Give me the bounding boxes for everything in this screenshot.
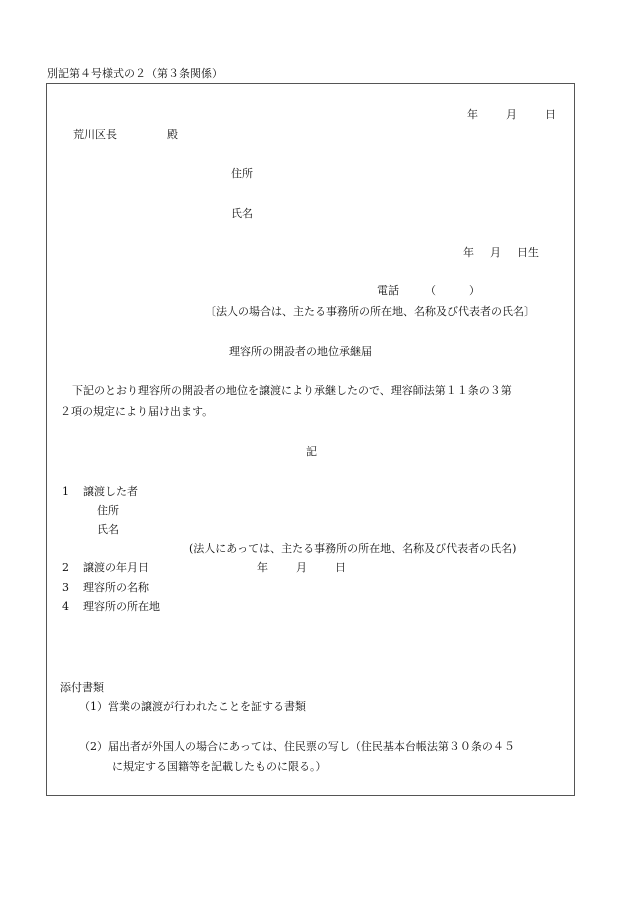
- addressee-honorific: 殿: [167, 128, 178, 141]
- item-1-label: 譲渡した者: [83, 485, 138, 498]
- date-month: 月: [506, 108, 517, 121]
- phone-label: 電話: [377, 284, 399, 297]
- date-year: 年: [467, 108, 478, 121]
- item-2-year: 年: [257, 561, 268, 574]
- item-2: [62, 562, 149, 573]
- item-2-label: 譲渡の年月日: [83, 561, 149, 574]
- form-frame: [46, 83, 575, 796]
- item-1-name: 氏名: [97, 523, 119, 536]
- item-3: [62, 582, 149, 593]
- item-1-number: 1: [62, 485, 69, 498]
- attachment-1-number: （1）: [79, 700, 108, 713]
- body-line-2: ２項の規定により届け出ます。: [60, 405, 214, 418]
- body-line-1: 下記のとおり理容所の開設者の地位を譲渡により承継したので、理容師法第１１条の３第: [72, 384, 512, 397]
- attachment-1: [79, 701, 306, 712]
- item-3-number: 3: [62, 581, 69, 594]
- attachment-2-number: （2）: [79, 740, 108, 753]
- item-2-day: 日: [335, 561, 346, 574]
- date-day: 日: [545, 108, 556, 121]
- item-2-date: [257, 562, 346, 573]
- item-4-label: 理容所の所在地: [83, 600, 160, 613]
- applicant-address-label: 住所: [231, 167, 253, 180]
- item-1-address: 住所: [97, 504, 119, 517]
- attachment-2-line-1: 届出者が外国人の場合にあっては、住民票の写し（住民基本台帳法第３０条の４５: [108, 740, 515, 753]
- birth-date-line: [463, 247, 539, 258]
- form-label: 別記第４号様式の２（第３条関係）: [47, 67, 223, 80]
- addressee: [73, 129, 178, 140]
- item-4: [62, 601, 160, 612]
- applicant-name-label: 氏名: [231, 207, 253, 220]
- document-title: 理容所の開設者の地位承継届: [229, 345, 372, 358]
- attachment-1-text: 営業の譲渡が行われたことを証する書類: [108, 700, 306, 713]
- item-2-number: 2: [62, 561, 69, 574]
- item-1: [62, 486, 138, 497]
- item-2-month: 月: [296, 561, 307, 574]
- attachments-heading: 添付書類: [60, 681, 104, 694]
- item-4-number: 4: [62, 600, 69, 613]
- item-1-note: (法人にあっては、主たる事務所の所在地、名称及び代表者の氏名): [189, 542, 517, 555]
- ki-heading: 記: [306, 445, 317, 458]
- phone-line: [377, 285, 480, 296]
- date-line: [467, 109, 556, 120]
- attachment-2-line-2: に規定する国籍等を記載したものに限る。）: [112, 760, 327, 773]
- addressee-name: 荒川区長: [73, 128, 117, 141]
- birth-month: 月: [490, 246, 501, 259]
- attachment-2: [79, 741, 515, 752]
- corporate-note: 〔法人の場合は、主たる事務所の所在地、名称及び代表者の氏名〕: [205, 305, 535, 318]
- item-3-label: 理容所の名称: [83, 581, 149, 594]
- phone-parens: （ ）: [425, 284, 480, 297]
- birth-day: 日生: [517, 246, 539, 259]
- birth-year: 年: [463, 246, 474, 259]
